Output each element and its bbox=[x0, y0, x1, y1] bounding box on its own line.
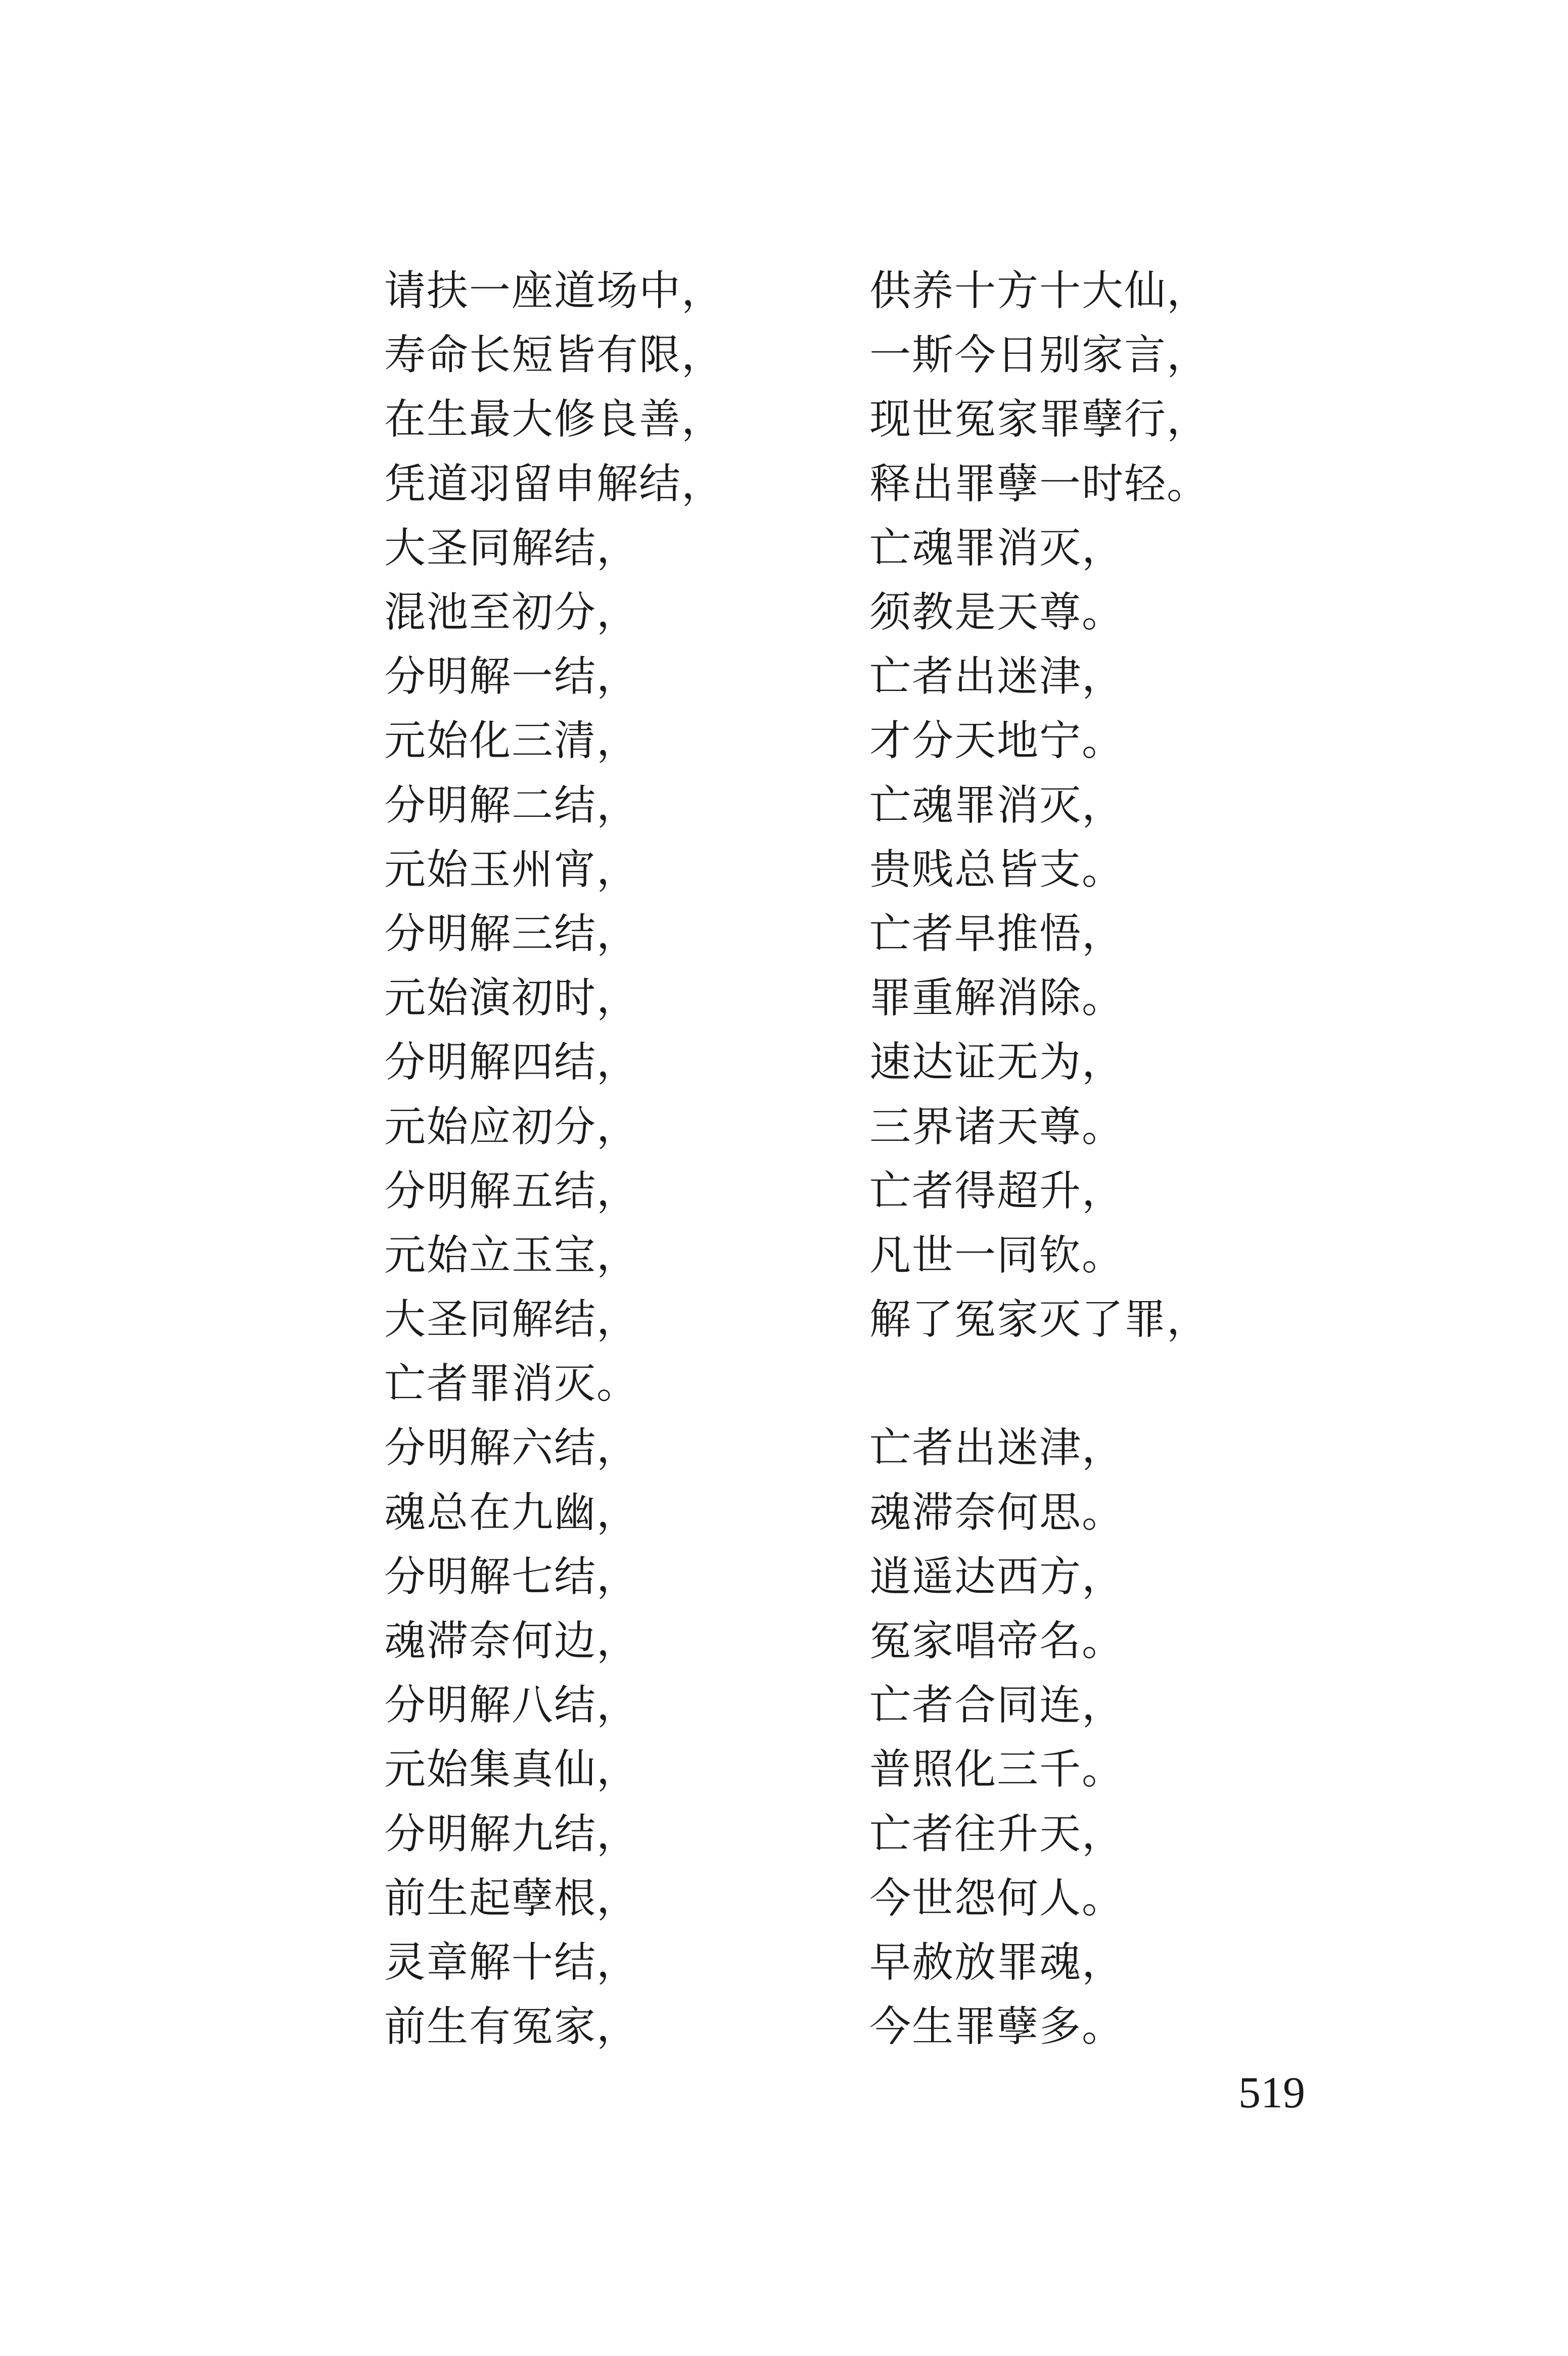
page-number: 519 bbox=[1238, 2068, 1305, 2117]
verse-right-line: 供养十方十大仙， bbox=[869, 267, 1210, 315]
verse-row bbox=[384, 834, 1345, 898]
verse-right-line: 罪重解消除。 bbox=[869, 974, 1125, 1023]
verse-right-line: 亡者出迷津， bbox=[869, 1424, 1125, 1472]
verse-right-line: 早赦放罪魂， bbox=[869, 1938, 1125, 1987]
verse-left-line: 灵章解十结， bbox=[384, 1938, 639, 1987]
verse-right-line: 解了冤家灭了罪， bbox=[869, 1296, 1210, 1344]
verse-row bbox=[384, 1284, 1345, 1348]
verse-left-line: 前生起孽根， bbox=[384, 1874, 639, 1922]
verse-row bbox=[384, 962, 1345, 1027]
verse-row bbox=[384, 513, 1345, 577]
verse-right-line: 今世怨何人。 bbox=[869, 1874, 1125, 1922]
verse-right-line: 亡者早推悟， bbox=[869, 909, 1125, 958]
verse-row bbox=[384, 1670, 1345, 1734]
verse-right-line: 冤家唱帝名。 bbox=[869, 1617, 1125, 1666]
verse-right-line: 凡世一同钦。 bbox=[869, 1231, 1125, 1279]
verse-left-line: 分明解五结， bbox=[384, 1167, 639, 1215]
verse-left-line: 元始演初时， bbox=[384, 974, 639, 1023]
verse-right-line: 亡魂罪消灭， bbox=[869, 781, 1125, 829]
verse-row bbox=[384, 1477, 1345, 1541]
verse-row bbox=[384, 1798, 1345, 1863]
verse-row bbox=[384, 255, 1345, 319]
verse-left-line: 前生有冤家， bbox=[384, 2003, 639, 2051]
verse-right-line: 亡魂罪消灭， bbox=[869, 524, 1125, 572]
verse-left-line: 分明解二结， bbox=[384, 781, 639, 829]
verse-row bbox=[384, 1220, 1345, 1284]
verse-left-line: 分明解一结， bbox=[384, 653, 639, 701]
verse-left-line: 混池至初分， bbox=[384, 588, 639, 637]
verse-row bbox=[384, 448, 1345, 513]
verse-row bbox=[384, 1863, 1345, 1927]
verse-left-line: 元始集真仙， bbox=[384, 1745, 639, 1794]
verse-left-line: 大圣同解结， bbox=[384, 524, 639, 572]
verse-left-line: 魂总在九幽， bbox=[384, 1488, 639, 1537]
verse-row bbox=[384, 1927, 1345, 1991]
verse-row bbox=[384, 577, 1345, 641]
verse-block bbox=[384, 255, 1345, 2055]
verse-right-line: 贵贱总皆支。 bbox=[869, 845, 1125, 894]
verse-right-line: 一斯今日别家言， bbox=[869, 331, 1210, 380]
verse-right-line: 三界诸天尊。 bbox=[869, 1102, 1125, 1151]
verse-row bbox=[384, 1605, 1345, 1670]
verse-right-line: 普照化三千。 bbox=[869, 1745, 1125, 1794]
verse-right-line: 才分天地宁。 bbox=[869, 717, 1125, 765]
verse-row bbox=[384, 1541, 1345, 1605]
verse-left-line: 元始化三清， bbox=[384, 717, 639, 765]
verse-left-line: 分明解九结， bbox=[384, 1810, 639, 1858]
verse-left-line: 分明解七结， bbox=[384, 1552, 639, 1601]
verse-right-line: 亡者得超升， bbox=[869, 1167, 1125, 1215]
verse-right-line: 须教是天尊。 bbox=[869, 588, 1125, 637]
verse-left-line: 寿命长短皆有限， bbox=[384, 331, 724, 380]
verse-row bbox=[384, 641, 1345, 705]
verse-row bbox=[384, 1156, 1345, 1220]
verse-right-line: 亡者出迷津， bbox=[869, 653, 1125, 701]
verse-row bbox=[384, 384, 1345, 448]
verse-row bbox=[384, 1027, 1345, 1091]
verse-right-line: 今生罪孽多。 bbox=[869, 2003, 1125, 2051]
verse-right-line: 亡者合同连， bbox=[869, 1681, 1125, 1730]
verse-left-line: 元始应初分， bbox=[384, 1102, 639, 1151]
verse-right-line: 速达证无为， bbox=[869, 1038, 1125, 1087]
verse-left-line: 分明解八结， bbox=[384, 1681, 639, 1730]
verse-row bbox=[384, 319, 1345, 384]
verse-left-line: 在生最大修良善， bbox=[384, 395, 724, 444]
verse-left-line: 请扶一座道场中， bbox=[384, 267, 724, 315]
verse-right-line: 魂滞奈何思。 bbox=[869, 1488, 1125, 1537]
verse-left-line: 元始玉州宵， bbox=[384, 845, 639, 894]
verse-left-line: 元始立玉宝， bbox=[384, 1231, 639, 1279]
verse-row bbox=[384, 705, 1345, 769]
verse-left-line: 分明解三结， bbox=[384, 909, 639, 958]
verse-left-line: 魂滞奈何边， bbox=[384, 1617, 639, 1666]
verse-right-line: 逍遥达西方， bbox=[869, 1552, 1125, 1601]
verse-row bbox=[384, 1991, 1345, 2055]
verse-right-line: 释出罪孽一时轻。 bbox=[869, 459, 1210, 508]
verse-row bbox=[384, 1348, 1345, 1412]
verse-left-line: 亡者罪消灭。 bbox=[384, 1360, 639, 1408]
verse-row bbox=[384, 1734, 1345, 1798]
verse-row bbox=[384, 898, 1345, 962]
verse-left-line: 分明解四结， bbox=[384, 1038, 639, 1087]
verse-row bbox=[384, 770, 1345, 834]
verse-left-line: 大圣同解结， bbox=[384, 1296, 639, 1344]
verse-right-line: 亡者往升天， bbox=[869, 1810, 1125, 1858]
verse-row bbox=[384, 1412, 1345, 1476]
verse-left-line: 分明解六结， bbox=[384, 1424, 639, 1472]
verse-row bbox=[384, 1091, 1345, 1155]
verse-left-line: 凭道羽留申解结， bbox=[384, 459, 724, 508]
verse-right-line: 现世冤家罪孽行， bbox=[869, 395, 1210, 444]
